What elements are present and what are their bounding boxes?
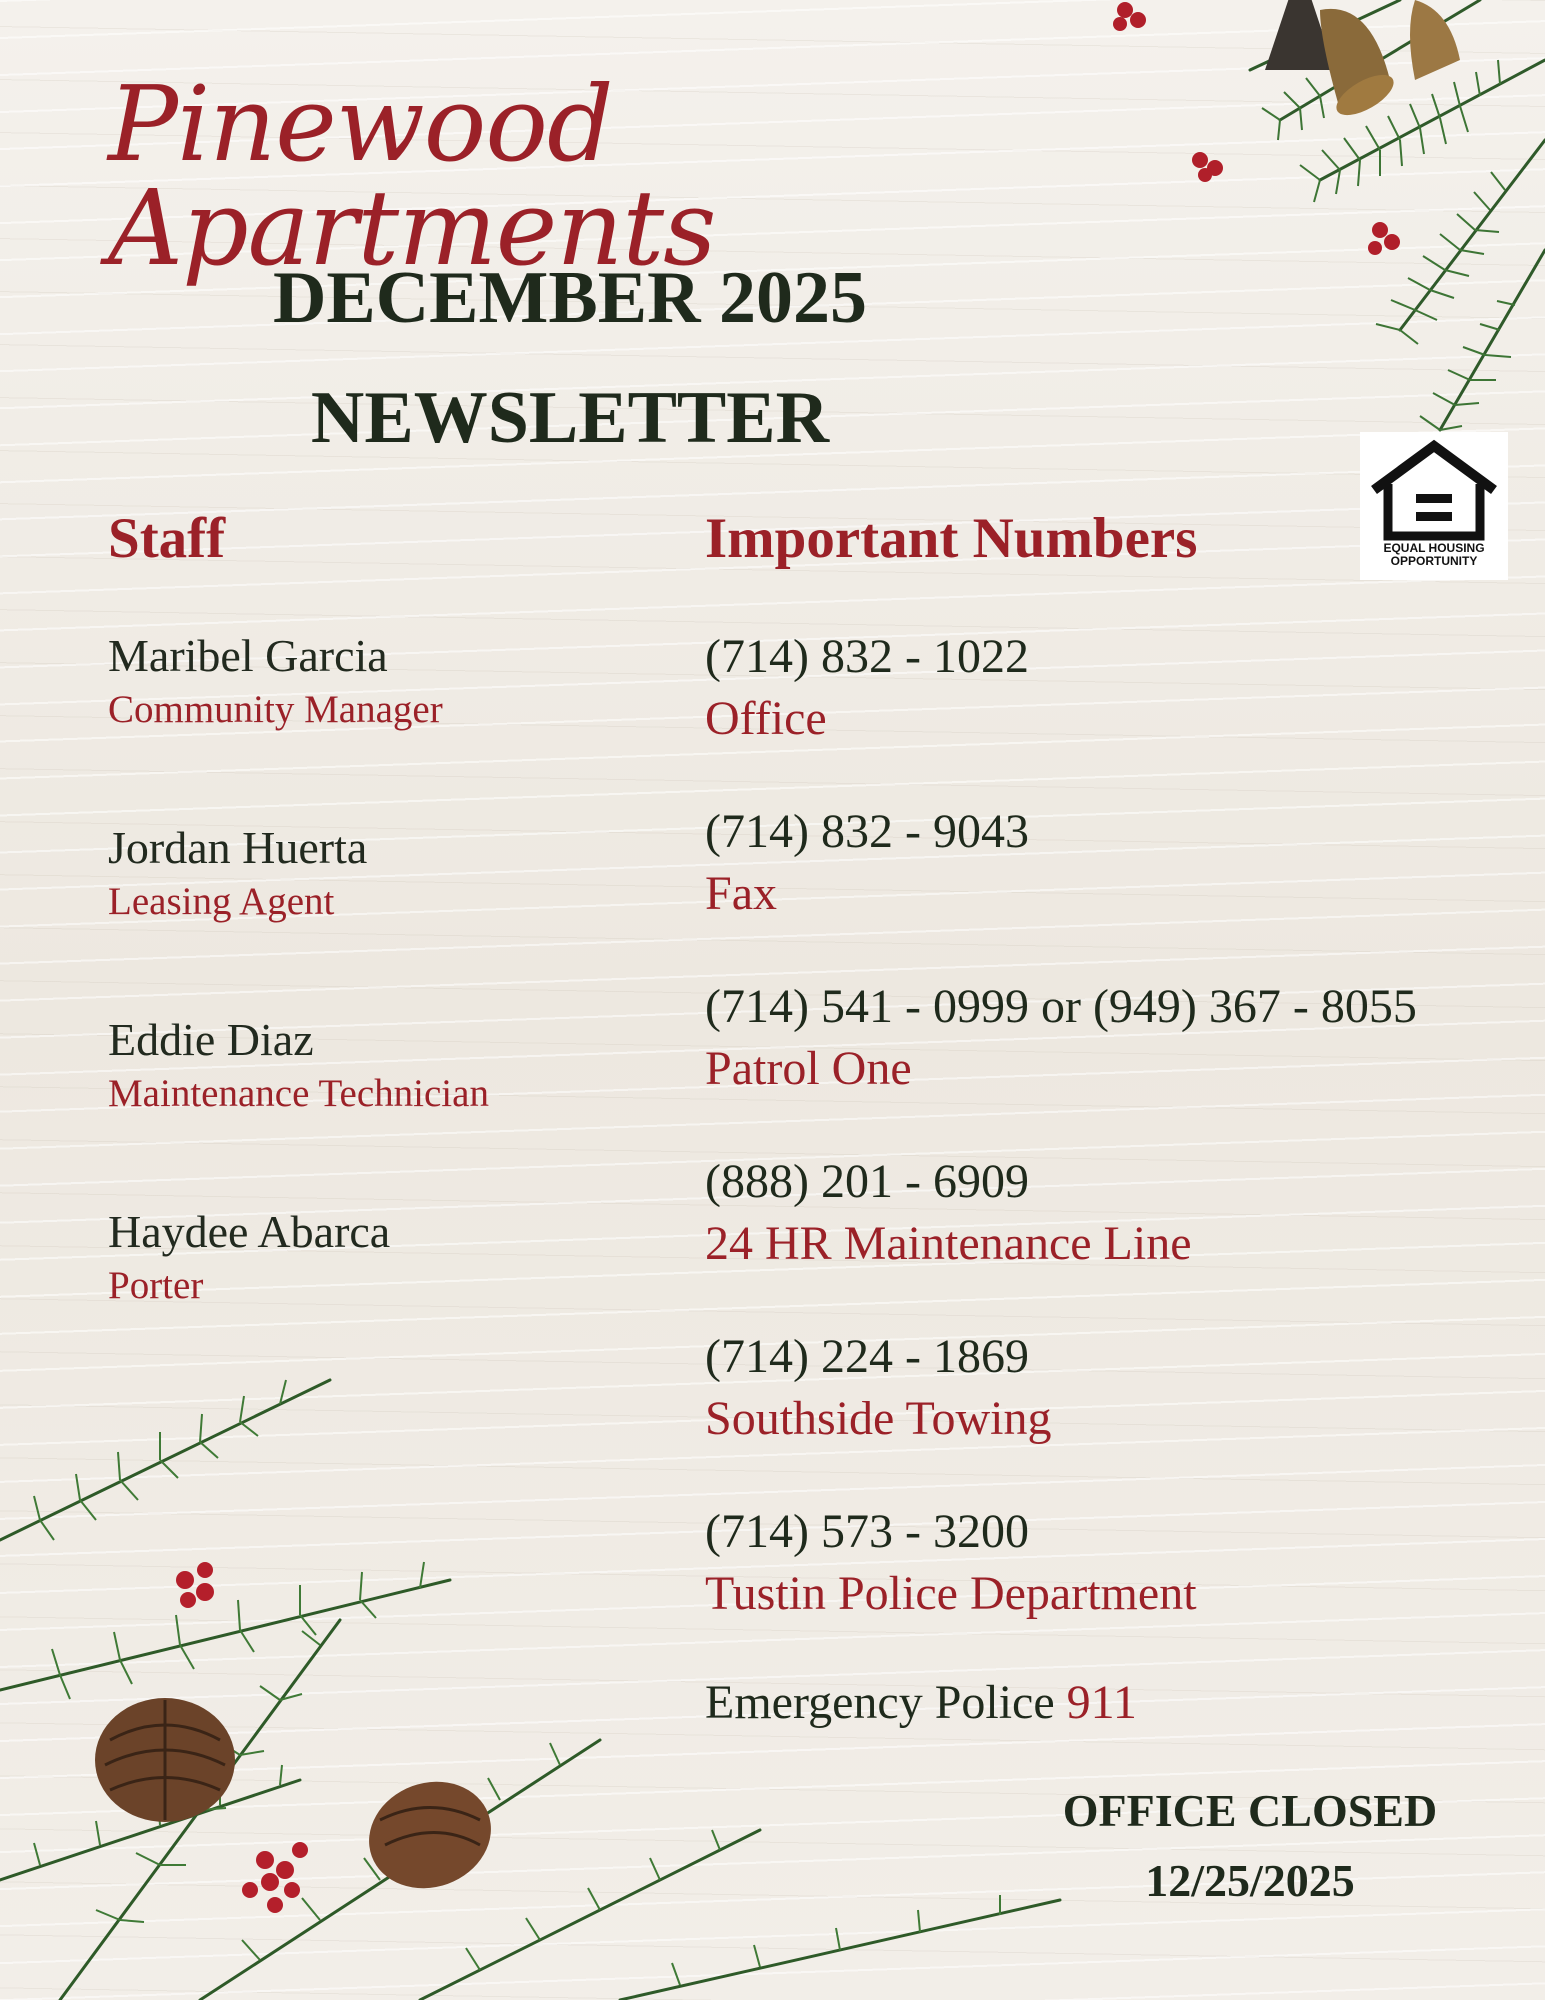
staff-role: Leasing Agent: [108, 880, 335, 923]
number-entry: [705, 801, 1535, 976]
equal-housing-text: [1360, 542, 1508, 568]
phone-number: (714) 573 - 3200: [705, 1505, 1029, 1558]
number-entry: [705, 1326, 1535, 1501]
staff-name: Jordan Huerta: [108, 822, 368, 873]
office-closed-text: OFFICE CLOSED: [1062, 1785, 1438, 1836]
headline-newsletter: NEWSLETTER: [310, 377, 830, 459]
phone-number: (714) 832 - 1022: [705, 630, 1029, 683]
number-entry: [705, 1151, 1535, 1326]
number-entry: [705, 976, 1535, 1151]
important-numbers-list: [705, 626, 1535, 1676]
phone-label: Patrol One: [705, 1042, 912, 1095]
staff-role: Porter: [108, 1264, 204, 1307]
staff-heading: Staff: [108, 507, 226, 570]
staff-name: Eddie Diaz: [108, 1014, 314, 1065]
staff-member: [108, 1010, 668, 1202]
staff-name: Maribel Garcia: [108, 630, 388, 681]
staff-member: [108, 818, 668, 1010]
phone-label: 24 HR Maintenance Line: [705, 1217, 1192, 1270]
emergency-label: Emergency Police: [705, 1676, 1055, 1729]
newsletter-headline: [150, 238, 990, 478]
equal-housing-text-line2: OPPORTUNITY: [1390, 554, 1478, 568]
staff-list: [108, 626, 668, 1394]
phone-number: (714) 541 - 0999 or (949) 367 - 8055: [705, 980, 1417, 1033]
staff-role: Community Manager: [108, 688, 443, 731]
staff-member: [108, 626, 668, 818]
phone-label: Southside Towing: [705, 1392, 1052, 1445]
number-entry: [705, 626, 1535, 801]
phone-number: (888) 201 - 6909: [705, 1155, 1029, 1208]
staff-role: Maintenance Technician: [108, 1072, 489, 1115]
headline-month-year: DECEMBER 2025: [272, 257, 868, 339]
property-name-title: Pinewood Apartments: [108, 63, 716, 289]
phone-label: Fax: [705, 867, 777, 920]
number-entry: [705, 1501, 1535, 1676]
equal-housing-text-line1: EQUAL HOUSING: [1383, 541, 1485, 555]
office-closed-date: 12/25/2025: [1145, 1855, 1355, 1906]
emergency-number: 911: [1066, 1676, 1137, 1729]
phone-number: (714) 832 - 9043: [705, 805, 1029, 858]
equal-housing-opportunity-logo: [1360, 432, 1508, 580]
phone-label: Tustin Police Department: [705, 1567, 1197, 1620]
phone-label: Office: [705, 692, 827, 745]
emergency-police-line: [705, 1672, 1137, 1734]
office-closed-notice: [1000, 1776, 1500, 1916]
staff-name: Haydee Abarca: [108, 1206, 391, 1257]
staff-member: [108, 1202, 668, 1394]
important-numbers-heading: Important Numbers: [705, 507, 1198, 570]
phone-number: (714) 224 - 1869: [705, 1330, 1029, 1383]
